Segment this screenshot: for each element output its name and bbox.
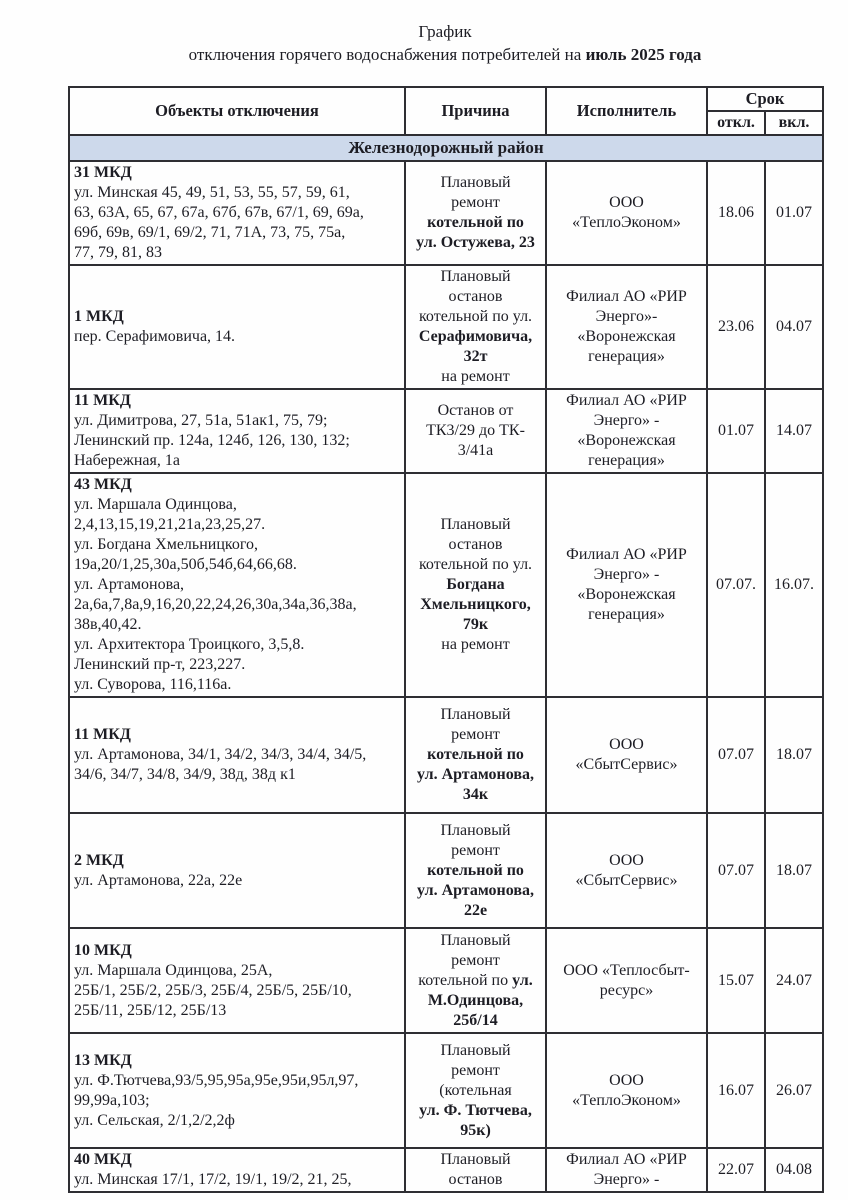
cause-line: ул. Остужева, 23 (416, 234, 535, 251)
cause-line: котельной по (427, 746, 524, 763)
objects-address-line: 2,4,13,15,19,21,21а,23,25,27. (74, 516, 266, 533)
objects-address-line: Ленинский пр-т, 223,227. (74, 656, 246, 673)
table-row (69, 265, 823, 389)
date-off-cell: 07.07 (707, 813, 765, 928)
executor-line: ООО (609, 851, 644, 869)
cause-line: ул. Артамонова, (416, 881, 535, 899)
table-row (69, 813, 823, 928)
objects-address-line: 25Б/1, 25Б/2, 25Б/3, 25Б/4, 25Б/5, 25Б/10, (74, 981, 352, 999)
section-row-district (69, 135, 823, 161)
cause-line: 79к (462, 616, 489, 633)
objects-address-line: 2а,6а,7,8а,9,16,20,22,24,26,30а,34а,36,38а, (74, 596, 357, 613)
cause-line: 32т (463, 348, 488, 365)
cause-line: котельной по ул. (418, 308, 533, 325)
date-on-cell: 18.07 (765, 697, 823, 813)
cause-line: М.Одинцова, (427, 991, 524, 1009)
cause-cell (405, 161, 546, 265)
cause-line: ремонт (451, 1061, 500, 1079)
title-block (68, 20, 822, 66)
cause-line: Плановый (440, 821, 511, 839)
cause-cell (405, 697, 546, 813)
objects-cell (69, 1033, 405, 1148)
executor-line: Филиал АО «РИР (566, 546, 687, 563)
objects-address-line: пер. Серафимовича, 14. (74, 328, 236, 345)
executor-line: «Воронежская (577, 328, 676, 345)
table-row (69, 928, 823, 1033)
executor-line: Филиал АО «РИР (566, 288, 687, 305)
page-title: График (418, 22, 472, 41)
cause-line: 95к) (460, 1121, 491, 1139)
objects-address-line: 69б, 69в, 69/1, 69/2, 71, 71А, 73, 75, 75а, (74, 224, 346, 241)
executor-line: ООО (609, 736, 644, 753)
page-subtitle-text: отключения горячего водоснабжения потребителей на (188, 45, 582, 64)
objects-title: 40 МКД (74, 1151, 132, 1168)
executor-line: Энерго» - (593, 1171, 660, 1188)
col-header-on: вкл. (765, 111, 823, 135)
executor-line: ООО (609, 1071, 644, 1089)
date-off-cell: 01.07 (707, 389, 765, 473)
date-on-cell: 18.07 (765, 813, 823, 928)
objects-address-line: 38в,40,42. (74, 616, 142, 633)
objects-address-line: ул. Ф.Тютчева,93/5,95,95а,95е,95и,95л,97, (74, 1071, 359, 1089)
executor-line: Филиал АО «РИР (566, 1151, 687, 1168)
table-body (69, 135, 823, 1192)
objects-cell (69, 265, 405, 389)
cause-line: 3/41а (457, 442, 494, 459)
cause-line: Плановый (440, 174, 511, 191)
objects-address-line: Ленинский пр. 124а, 124б, 126, 130, 132; (74, 432, 350, 449)
objects-address-line: ул. Артамонова, 22а, 22е (74, 871, 243, 889)
objects-address-line: ул. Минская 45, 49, 51, 53, 55, 57, 59, 61, (74, 184, 350, 201)
cause-line: Хмельницкого, (420, 596, 531, 613)
objects-address-line: 25Б/11, 25Б/12, 25Б/13 (74, 1001, 227, 1019)
objects-address-line: Набережная, 1а (74, 452, 180, 469)
objects-address-line: ул. Минская 17/1, 17/2, 19/1, 19/2, 21, 25, (74, 1171, 352, 1188)
cause-line: ремонт (451, 841, 500, 859)
cause-line: Плановый (440, 1041, 511, 1059)
col-header-executor: Исполнитель (546, 87, 707, 135)
objects-address-line: 63, 63А, 65, 67, 67а, 67б, 67в, 67/1, 69, 69а, (74, 204, 364, 221)
objects-cell (69, 928, 405, 1033)
executor-cell (546, 813, 707, 928)
objects-title: 11 МКД (74, 392, 131, 409)
executor-line: генерация» (588, 452, 665, 469)
executor-cell (546, 1033, 707, 1148)
objects-title: 13 МКД (74, 1051, 132, 1069)
objects-address-line: ул. Артамонова, 34/1, 34/2, 34/3, 34/4, 34/5, (74, 746, 367, 763)
executor-line: генерация» (588, 606, 665, 623)
date-off-cell: 18.06 (707, 161, 765, 265)
objects-cell (69, 161, 405, 265)
cause-line: Плановый (440, 268, 511, 285)
objects-title: 43 МКД (74, 476, 132, 493)
date-on-cell: 04.07 (765, 265, 823, 389)
executor-cell (546, 161, 707, 265)
page-subtitle (68, 43, 822, 66)
cause-line: Плановый (440, 931, 511, 949)
cause-line: котельной по (427, 861, 524, 879)
executor-line: «СбытСервис» (575, 756, 678, 773)
executor-cell (546, 389, 707, 473)
table-row (69, 1148, 823, 1192)
table-header (69, 87, 823, 135)
cause-line: на ремонт (441, 368, 510, 385)
cause-line: ремонт (451, 951, 500, 969)
executor-line: Филиал АО «РИР (566, 392, 687, 409)
executor-cell (546, 265, 707, 389)
cause-cell (405, 1033, 546, 1148)
table-row (69, 389, 823, 473)
objects-title: 1 МКД (74, 308, 124, 325)
executor-cell (546, 928, 707, 1033)
cause-line: 22е (463, 901, 488, 919)
cause-line: на ремонт (441, 636, 510, 653)
date-on-cell: 01.07 (765, 161, 823, 265)
objects-title: 10 МКД (74, 941, 132, 959)
cause-line: котельной по ул. (418, 556, 533, 573)
cause-line: (котельная (439, 1081, 512, 1099)
objects-cell (69, 389, 405, 473)
executor-cell (546, 697, 707, 813)
executor-line: Энерго» - (593, 566, 660, 583)
date-off-cell: 15.07 (707, 928, 765, 1033)
cause-cell (405, 813, 546, 928)
table-row (69, 697, 823, 813)
cause-line: Серафимовича, (418, 328, 533, 345)
objects-address-line: 77, 79, 81, 83 (74, 244, 162, 261)
cause-line: ТК3/29 до ТК- (426, 422, 525, 439)
date-off-cell: 23.06 (707, 265, 765, 389)
cause-line: 34к (462, 786, 489, 803)
page-subtitle-month: июль 2025 года (585, 45, 702, 64)
district-header: Железнодорожный район (69, 135, 823, 161)
cause-line: Плановый (440, 706, 511, 723)
objects-address-line: 34/6, 34/7, 34/8, 34/9, 38д, 38д к1 (74, 766, 296, 783)
table-row (69, 1033, 823, 1148)
cause-cell (405, 928, 546, 1033)
objects-address-line: ул. Суворова, 116,116а. (74, 676, 232, 693)
executor-cell (546, 473, 707, 697)
shutdown-schedule-table (68, 86, 824, 1193)
cause-line: ул. Артамонова, (416, 766, 535, 783)
objects-title: 31 МКД (74, 164, 132, 181)
col-header-cause: Причина (405, 87, 546, 135)
objects-title: 2 МКД (74, 851, 124, 869)
cause-line: Плановый (440, 516, 511, 533)
cause-line: останов (448, 288, 503, 305)
executor-line: «ТеплоЭконом» (572, 214, 681, 231)
objects-address-line: 99,99а,103; (74, 1091, 150, 1109)
cause-cell (405, 265, 546, 389)
date-off-cell: 07.07. (707, 473, 765, 697)
cause-line: ул. Ф. Тютчева, (419, 1101, 532, 1119)
executor-line: Энерго» - (593, 412, 660, 429)
objects-address-line: ул. Артамонова, (74, 576, 185, 593)
cause-line: 25б/14 (453, 1011, 498, 1029)
cause-cell (405, 1148, 546, 1192)
date-on-cell: 16.07. (765, 473, 823, 697)
col-header-off: откл. (707, 111, 765, 135)
date-on-cell: 04.08 (765, 1148, 823, 1192)
objects-address-line: ул. Димитрова, 27, 51а, 51ак1, 75, 79; (74, 412, 328, 429)
cause-line: Останов от (437, 402, 514, 419)
cause-line: котельной по ул. (418, 971, 533, 989)
cause-line: ремонт (451, 194, 500, 211)
executor-line: «Воронежская (577, 586, 676, 603)
col-header-period: Срок (707, 87, 823, 111)
executor-cell (546, 1148, 707, 1192)
executor-line: генерация» (588, 348, 665, 365)
objects-address-line: 19а,20/1,25,30а,50б,54б,64,66,68. (74, 556, 297, 573)
objects-address-line: ул. Маршала Одинцова, 25А, (74, 961, 273, 979)
objects-cell (69, 813, 405, 928)
cause-cell (405, 473, 546, 697)
objects-cell (69, 473, 405, 697)
date-on-cell: 26.07 (765, 1033, 823, 1148)
date-on-cell: 24.07 (765, 928, 823, 1033)
date-on-cell: 14.07 (765, 389, 823, 473)
objects-address-line: ул. Богдана Хмельницкого, (74, 536, 259, 553)
date-off-cell: 16.07 (707, 1033, 765, 1148)
executor-line: Энерго»- (595, 308, 658, 325)
cause-line: Богдана (446, 576, 505, 593)
table-row (69, 161, 823, 265)
date-off-cell: 22.07 (707, 1148, 765, 1192)
executor-line: ООО «Теплосбыт- (563, 961, 690, 979)
objects-address-line: ул. Архитектора Троицкого, 3,5,8. (74, 636, 305, 653)
date-off-cell: 07.07 (707, 697, 765, 813)
objects-cell (69, 697, 405, 813)
table-row (69, 473, 823, 697)
executor-line: ресурс» (599, 981, 654, 999)
cause-cell (405, 389, 546, 473)
objects-cell (69, 1148, 405, 1192)
objects-address-line: ул. Сельская, 2/1,2/2,2ф (74, 1111, 235, 1129)
objects-address-line: ул. Маршала Одинцова, (74, 496, 237, 513)
col-header-objects: Объекты отключения (69, 87, 405, 135)
objects-title: 11 МКД (74, 726, 131, 743)
executor-line: «СбытСервис» (575, 871, 678, 889)
cause-line: останов (448, 1171, 503, 1188)
cause-line: котельной по (427, 214, 524, 231)
executor-line: ООО (609, 194, 644, 211)
cause-line: ремонт (451, 726, 500, 743)
executor-line: «ТеплоЭконом» (572, 1091, 681, 1109)
cause-line: останов (448, 536, 503, 553)
cause-line: Плановый (440, 1151, 511, 1168)
executor-line: «Воронежская (577, 432, 676, 449)
